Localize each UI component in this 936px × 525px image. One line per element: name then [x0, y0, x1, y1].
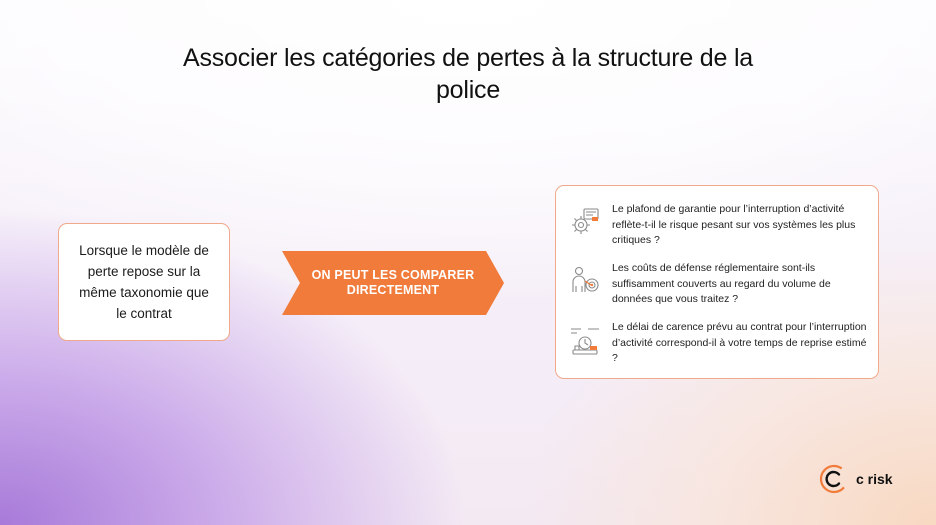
logo-text: c risk: [856, 471, 893, 487]
questions-box: [555, 185, 879, 379]
question-text: Le délai de carence prévu au contrat pour l’interruption d’activité correspond-il à votre temps de reprise estimé ?: [612, 321, 867, 364]
timer-machine-icon: [568, 323, 602, 357]
question-text: Le plafond de garantie pour l’interruption d’activité reflète-t-il le risque pesant sur vos systèmes les plus critiques ?: [612, 203, 856, 246]
question-text: Les coûts de défense réglementaire sont-ils suffisamment couverts au regard du volume de données que vous traitez ?: [612, 262, 831, 305]
question-item: [568, 261, 868, 308]
server-gear-icon: [568, 205, 602, 239]
page-title: Associer les catégories de pertes à la structure de la police: [182, 44, 754, 104]
brand-logo: [818, 463, 908, 495]
premise-box: [58, 223, 230, 341]
premise-text: Lorsque le modèle de perte repose sur la même taxonomie que le contrat: [79, 243, 209, 321]
question-item: [568, 320, 868, 367]
person-target-icon: [568, 264, 602, 298]
crisk-logo-icon: [818, 463, 850, 495]
question-item: [568, 202, 868, 249]
conclusion-arrow: [282, 251, 504, 315]
arrow-label: ON PEUT LES COMPARER DIRECTEMENT: [311, 268, 475, 297]
